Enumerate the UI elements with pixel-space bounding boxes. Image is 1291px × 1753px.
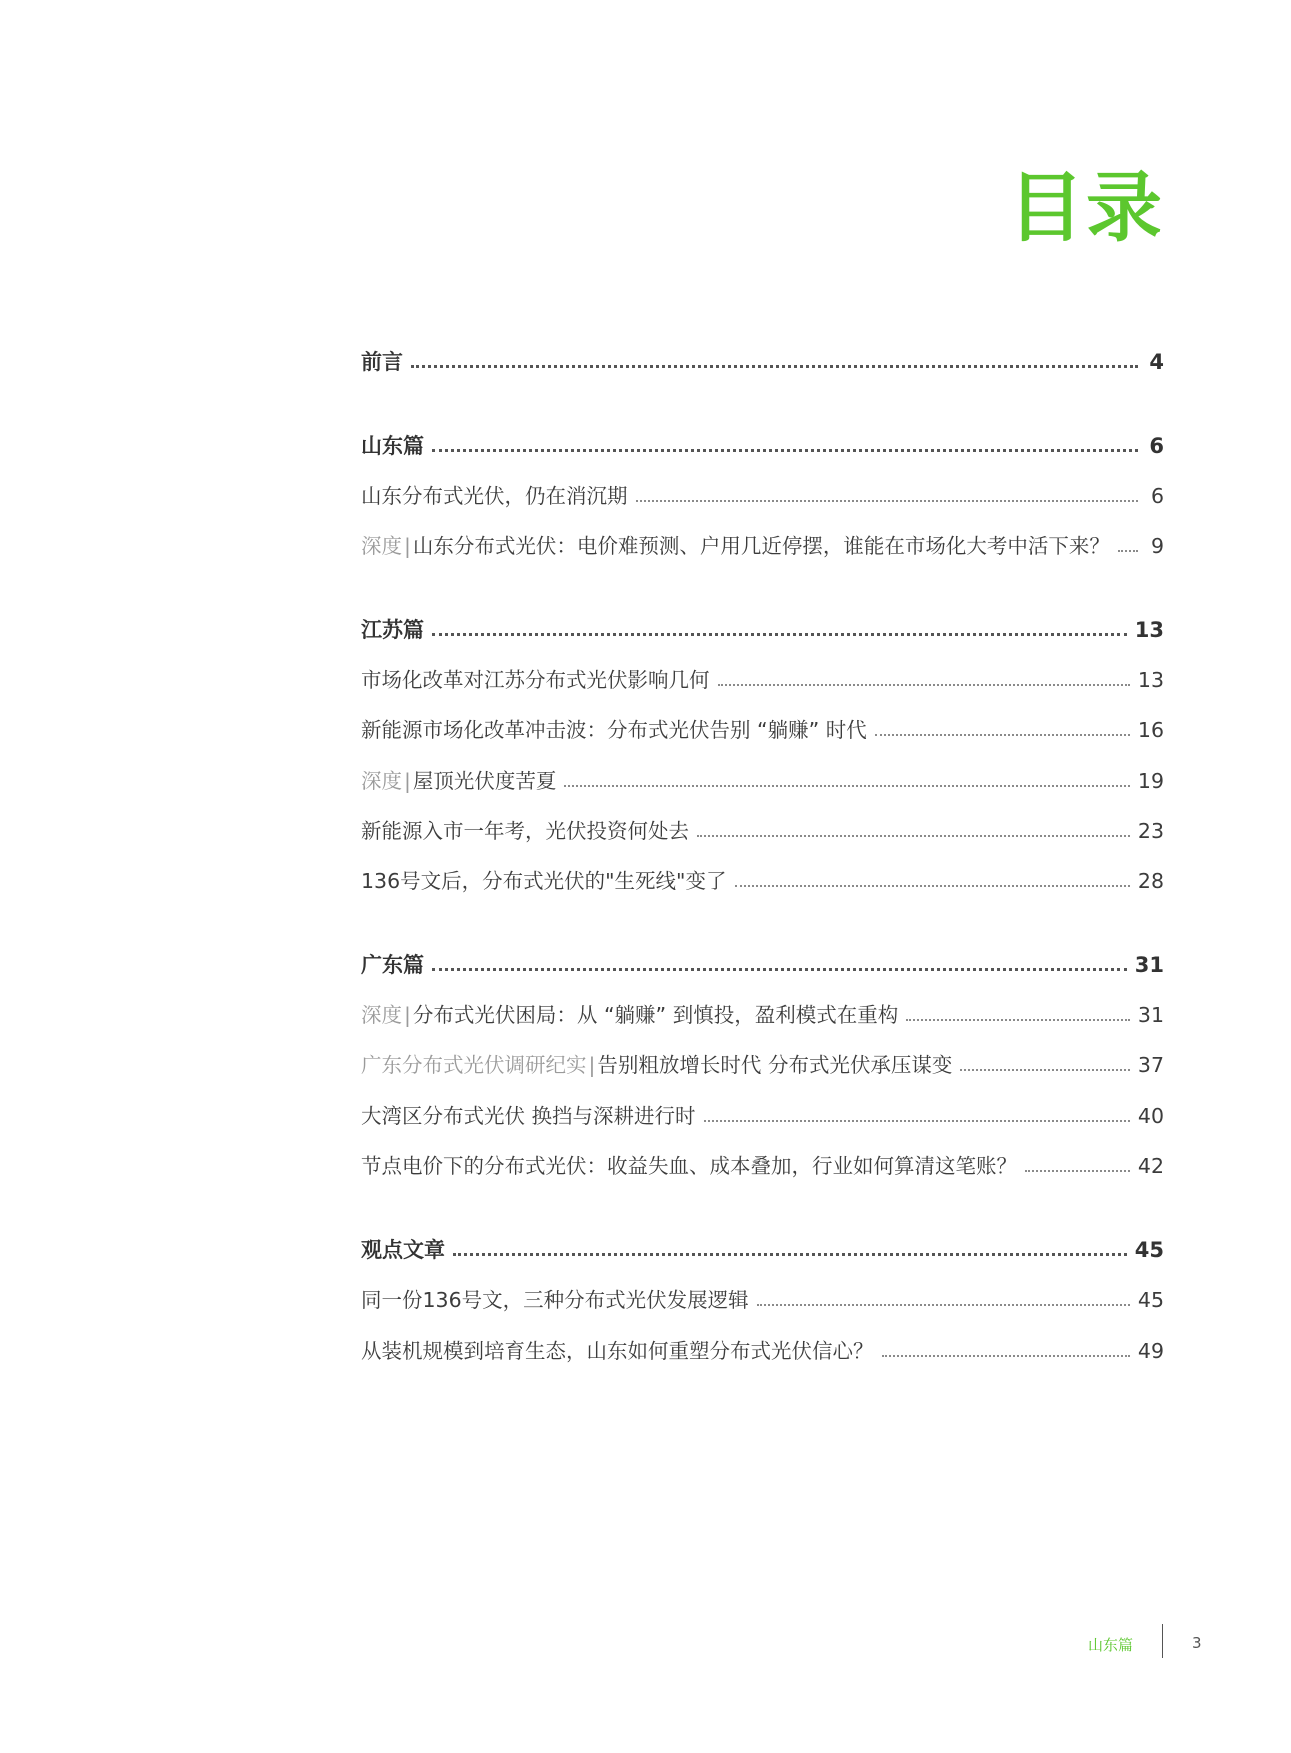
toc-entry-title: 前言 xyxy=(361,349,403,374)
toc-page-number: 4 xyxy=(1149,349,1164,374)
toc-entry-title: 新能源入市一年考，光伏投资何处去 xyxy=(361,819,689,844)
toc-article-row[interactable] xyxy=(361,474,1164,508)
toc-entry-label xyxy=(361,1105,696,1128)
toc-article-row[interactable] xyxy=(361,708,1164,742)
toc-leader-dots xyxy=(1118,550,1138,552)
toc-page-number: 31 xyxy=(1134,952,1164,977)
toc-article-row[interactable] xyxy=(361,993,1164,1027)
toc-leader-dots xyxy=(453,1253,1127,1256)
toc-entry-title: 新能源市场化改革冲击波：分布式光伏告别 “躺赚” 时代 xyxy=(361,718,867,743)
toc-entry-title: 山东分布式光伏：电价难预测、户用几近停摆，谁能在市场化大考中活下来？ xyxy=(412,534,1110,559)
toc-tag-separator: | xyxy=(404,769,411,794)
toc-entry-title: 同一份136号文，三种分布式光伏发展逻辑 xyxy=(361,1288,749,1313)
toc-entry-label xyxy=(361,1004,898,1027)
toc-page-number: 45 xyxy=(1137,1288,1164,1313)
toc-entry-label xyxy=(361,351,403,374)
toc-entry-title: 山东分布式光伏，仍在消沉期 xyxy=(361,484,628,509)
toc-section-row[interactable] xyxy=(361,943,1164,977)
toc-entry-label xyxy=(361,669,710,692)
toc-leader-dots xyxy=(704,1120,1130,1122)
toc-tag-separator: | xyxy=(404,1003,411,1028)
toc-entry-label xyxy=(361,719,867,742)
toc-article-row[interactable] xyxy=(361,1144,1164,1178)
toc-page-number: 31 xyxy=(1137,1003,1164,1028)
toc-page-number: 28 xyxy=(1137,869,1164,894)
toc-leader-dots xyxy=(432,633,1127,636)
toc-article-row[interactable] xyxy=(361,524,1164,558)
footer-section-label: 山东篇 xyxy=(1087,1636,1133,1654)
toc-entry-tag: 深度 xyxy=(361,1003,402,1028)
toc-entry-label xyxy=(361,1289,749,1312)
toc-leader-dots xyxy=(882,1355,1130,1357)
toc-entry-label xyxy=(361,619,424,642)
toc-entry-label xyxy=(361,1054,952,1077)
toc-article-row[interactable] xyxy=(361,1329,1164,1363)
toc-leader-dots xyxy=(735,885,1130,887)
toc-entry-title: 山东篇 xyxy=(361,433,424,458)
toc-entry-title: 136号文后，分布式光伏的"生死线"变了 xyxy=(361,869,727,894)
toc-entry-title: 分布式光伏困局：从 “躺赚” 到慎投，盈利模式在重构 xyxy=(412,1003,899,1028)
toc-entry-tag: 广东分布式光伏调研纪实 xyxy=(361,1053,587,1078)
toc-leader-dots xyxy=(697,835,1130,837)
toc-leader-dots xyxy=(564,785,1129,787)
toc-leader-dots xyxy=(411,365,1138,368)
toc-article-row[interactable] xyxy=(361,1094,1164,1128)
toc-tag-separator: | xyxy=(588,1053,596,1078)
toc-entry-label xyxy=(361,435,424,458)
toc-entry-title: 大湾区分布式光伏 换挡与深耕进行时 xyxy=(361,1104,696,1129)
toc-entry-label xyxy=(361,770,556,793)
toc-entry-title: 告别粗放增长时代 分布式光伏承压谋变 xyxy=(597,1053,953,1078)
toc-page-number: 37 xyxy=(1137,1053,1164,1078)
toc-leader-dots xyxy=(1025,1170,1130,1172)
toc-page-number: 13 xyxy=(1134,617,1164,642)
footer-divider xyxy=(1162,1624,1163,1658)
toc-page-number: 6 xyxy=(1149,433,1164,458)
toc-entry-title: 屋顶光伏度苦夏 xyxy=(412,769,557,794)
toc-page-number: 45 xyxy=(1134,1237,1164,1262)
toc-leader-dots xyxy=(875,734,1130,736)
toc-section-row[interactable] xyxy=(361,608,1164,642)
toc-entry-tag: 深度 xyxy=(361,769,402,794)
toc-entry-label xyxy=(361,1239,445,1262)
toc-page-number: 49 xyxy=(1137,1339,1164,1364)
toc-entry-title: 节点电价下的分布式光伏：收益失血、成本叠加，行业如何算清这笔账？ xyxy=(361,1154,1017,1179)
toc-article-row[interactable] xyxy=(361,658,1164,692)
toc-page-number: 9 xyxy=(1150,534,1164,559)
toc-leader-dots xyxy=(906,1019,1130,1021)
footer-page-number: 3 xyxy=(1192,1634,1202,1652)
toc-entry-label xyxy=(361,535,1110,558)
toc-entry-label xyxy=(361,1340,874,1363)
toc-entry-title: 从装机规模到培育生态，山东如何重塑分布式光伏信心？ xyxy=(361,1339,874,1364)
toc-entry-title: 市场化改革对江苏分布式光伏影响几何 xyxy=(361,668,710,693)
toc-leader-dots xyxy=(432,449,1138,452)
toc-entry-title: 观点文章 xyxy=(361,1237,445,1262)
toc-leader-dots xyxy=(718,684,1130,686)
toc-entry-label xyxy=(361,485,628,508)
toc-article-row[interactable] xyxy=(361,759,1164,793)
toc-tag-separator: | xyxy=(404,534,411,559)
toc-leader-dots xyxy=(960,1069,1129,1071)
toc-page-number: 6 xyxy=(1150,484,1164,509)
toc-entry-tag: 深度 xyxy=(361,534,402,559)
toc-page-number: 19 xyxy=(1137,769,1164,794)
toc-page-number: 16 xyxy=(1137,718,1164,743)
toc-page-number: 42 xyxy=(1137,1154,1164,1179)
toc-entry-label xyxy=(361,954,424,977)
toc-article-row[interactable] xyxy=(361,809,1164,843)
toc-leader-dots xyxy=(636,500,1139,502)
toc-entry-title: 江苏篇 xyxy=(361,617,424,642)
toc-page-number: 13 xyxy=(1137,668,1164,693)
toc-page-number: 23 xyxy=(1137,819,1164,844)
toc-article-row[interactable] xyxy=(361,1278,1164,1312)
toc-entry-label xyxy=(361,870,727,893)
toc-article-row[interactable] xyxy=(361,1043,1164,1077)
toc-section-row[interactable] xyxy=(361,340,1164,374)
toc-entry-label xyxy=(361,1155,1017,1178)
toc-leader-dots xyxy=(757,1304,1130,1306)
toc-entry-title: 广东篇 xyxy=(361,952,424,977)
toc-article-row[interactable] xyxy=(361,859,1164,893)
toc-entry-label xyxy=(361,820,689,843)
toc-page-number: 40 xyxy=(1137,1104,1164,1129)
toc-leader-dots xyxy=(432,968,1127,971)
page-title: 目录 xyxy=(1008,163,1164,252)
toc-section-row[interactable] xyxy=(361,424,1164,458)
toc-section-row[interactable] xyxy=(361,1228,1164,1262)
